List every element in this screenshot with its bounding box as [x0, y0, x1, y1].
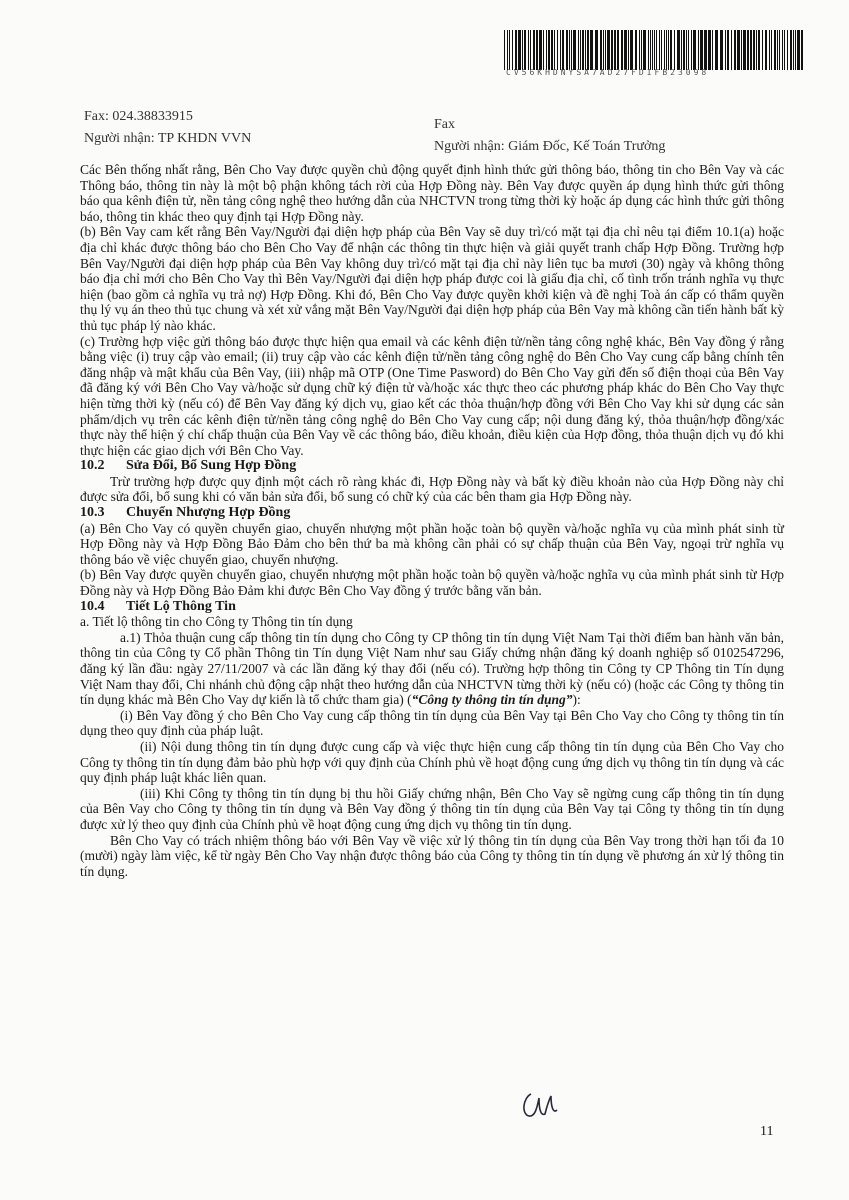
- heading-title: Chuyển Nhượng Hợp Đồng: [126, 505, 291, 521]
- barcode-bar: [784, 30, 785, 70]
- paragraph-b: (b) Bên Vay cam kết rằng Bên Vay/Người đại diện hợp pháp của Bên Vay sẽ duy trì/có mặt tại địa chỉ nêu tại điểm 10.1(a) hoặc địa chỉ khác được thông báo cho Bên Cho Vay để nhận các thông tin thực hiện và giải quyết tranh chấp Hợp Đồng. Trường hợp Bên Vay/Người đại diện hợp pháp của Bên Vay không duy trì/có mặt tại địa chỉ này liên tục ba mươi (30) ngày và không thông báo địa chỉ mới cho Bên Cho Vay thì Bên Vay/Người đại diện hợp pháp được coi là giấu địa chỉ, cố tình trốn tránh nghĩa vụ thực hiện (bao gồm cả nghĩa vụ trả nợ) Hợp Đồng. Khi đó, Bên Cho Vay được quyền khởi kiện và đề nghị Toà án cấp có thẩm quyền thụ lý vụ án theo thủ tục chung và xét xử vắng mặt Bên Vay/Người đại diện hợp pháp của Bên Vay mà không cần tiến hành bất kỳ thủ tục pháp lý nào khác.: [80, 224, 784, 333]
- heading-title: Sửa Đổi, Bổ Sung Hợp Đồng: [126, 458, 297, 474]
- barcode-bar: [693, 30, 696, 70]
- barcode-bar: [750, 30, 752, 70]
- barcode-bar: [533, 30, 535, 70]
- barcode-bar: [528, 30, 529, 70]
- barcode-bar: [656, 30, 657, 70]
- a1-defined-term: “Công ty thông tin tín dụng”: [411, 692, 573, 708]
- barcode-bar: [607, 30, 610, 70]
- barcode-bar: [628, 30, 629, 70]
- paragraph-notice-form: Các Bên thống nhất rằng, Bên Cho Vay được quyền chủ động quyết định hình thức gửi thông báo, thông tin cho Bên Vay và các Thông báo, thông tin này là một bộ phận không tách rời của Hợp Đồng này. Bên Vay được quyền áp dụng hình thức gửi thông báo qua kênh điện tử, nền tảng công nghệ theo hướng dẫn của NHCTVN trong từng thời kỳ hoặc áp dụng các hình thức gửi thông báo, thông tin khác theo quy định tại Hợp Đồng này.: [80, 162, 784, 224]
- barcode-bar: [725, 30, 726, 70]
- barcode-bar: [771, 30, 772, 70]
- barcode-bar: [587, 30, 589, 70]
- barcode-bar: [560, 30, 561, 70]
- barcode-bar: [659, 30, 660, 70]
- barcode-bar: [635, 30, 637, 70]
- barcode-bar: [562, 30, 564, 70]
- barcode-bar: [648, 30, 649, 70]
- heading-number: 10.4: [80, 598, 105, 614]
- barcode-bar: [539, 30, 542, 70]
- barcode-bar: [557, 30, 558, 70]
- barcode-bar: [688, 30, 689, 70]
- barcode-bar: [654, 30, 655, 70]
- barcode-bar: [595, 30, 598, 70]
- barcode-bar: [712, 30, 713, 70]
- barcode-bar: [621, 30, 623, 70]
- barcode-bar: [543, 30, 544, 70]
- barcode-bar: [641, 30, 642, 70]
- barcode-bar: [686, 30, 687, 70]
- barcode-bar: [777, 30, 778, 70]
- barcode-bar: [683, 30, 685, 70]
- barcode-bar: [551, 30, 553, 70]
- barcode-bar: [661, 30, 662, 70]
- barcode-bar: [666, 30, 667, 70]
- barcode-bar: [731, 30, 732, 70]
- barcode-bar: [630, 30, 633, 70]
- signature-initials: [517, 1084, 561, 1124]
- barcode-bar: [720, 30, 723, 70]
- page-number: 11: [760, 1124, 774, 1139]
- heading-number: 10.2: [80, 458, 105, 474]
- barcode-bar: [747, 30, 749, 70]
- barcode-bar: [762, 30, 763, 70]
- barcode-bar: [774, 30, 776, 70]
- barcode-bar: [801, 30, 803, 70]
- barcode-bar: [515, 30, 517, 70]
- barcode-bar: [704, 30, 707, 70]
- barcode-bar: [708, 30, 711, 70]
- barcode-bar: [765, 30, 767, 70]
- barcode-bar: [779, 30, 780, 70]
- barcode-bar: [793, 30, 794, 70]
- barcode-bar: [614, 30, 616, 70]
- barcode-bar: [674, 30, 675, 70]
- barcode-bar: [670, 30, 672, 70]
- fax-number: Fax: 024.38833915: [84, 109, 193, 124]
- barcode-bar: [605, 30, 606, 70]
- barcode-bar: [782, 30, 783, 70]
- barcode-bar: [664, 30, 665, 70]
- barcode: [504, 30, 806, 70]
- barcode-bar: [677, 30, 680, 70]
- barcode-bar: [571, 30, 572, 70]
- barcode-bar: [578, 30, 579, 70]
- barcode-bar: [536, 30, 538, 70]
- barcode-bar: [734, 30, 736, 70]
- paragraph-final: Bên Cho Vay có trách nhiệm thông báo với Bên Vay về việc xử lý thông tin tín dụng của Bên Vay trong thời hạn tối đa 10 (mười) ngày làm việc, kể từ ngày Bên Cho Vay nhận được thông báo của Công ty thông tin tín dụng về phương án xử lý thông tin tín dụng.: [80, 832, 784, 879]
- heading-10-4: [80, 599, 784, 615]
- barcode-bar: [691, 30, 692, 70]
- barcode-bar: [585, 30, 586, 70]
- barcode-bar: [569, 30, 570, 70]
- barcode-bar: [512, 30, 513, 70]
- fax-recipient: Người nhận: TP KHDN VVN: [84, 131, 252, 146]
- barcode-bar: [624, 30, 627, 70]
- barcode-bar: [546, 30, 547, 70]
- barcode-bar: [753, 30, 755, 70]
- barcode-bar: [758, 30, 760, 70]
- heading-10-2: [80, 458, 784, 474]
- barcode-bar: [507, 30, 508, 70]
- heading-number: 10.3: [80, 505, 105, 521]
- paragraph-i: (i) Bên Vay đồng ý cho Bên Cho Vay cung cấp thông tin tín dụng của Bên Vay tại Bên Cho Vay cho Công ty thông tin tín dụng theo quy định của pháp luật.: [80, 707, 784, 739]
- barcode-bar: [580, 30, 581, 70]
- barcode-bar: [530, 30, 531, 70]
- fax-recipient-right: Người nhận: Giám Đốc, Kế Toán Trưởng: [434, 139, 666, 154]
- barcode-bar: [617, 30, 619, 70]
- barcode-bar: [737, 30, 740, 70]
- barcode-bar: [603, 30, 604, 70]
- barcode-bar: [698, 30, 699, 70]
- barcode-bar: [573, 30, 576, 70]
- paragraph-10-3-b: (b) Bên Vay được quyền chuyển giao, chuyển nhượng một phần hoặc toàn bộ quyền và/hoặc nghĩa vụ của mình phát sinh từ Hợp Đồng này và Hợp Đồng Bảo Đảm khi được Bên Cho Vay đồng ý trước bằng văn bản.: [80, 567, 784, 599]
- barcode-bar: [797, 30, 800, 70]
- barcode-bar: [715, 30, 718, 70]
- paragraph-10-4-a: a. Tiết lộ thông tin cho Công ty Thông tin tín dụng: [80, 614, 353, 630]
- barcode-bar: [652, 30, 653, 70]
- paragraph-10-3-a: (a) Bên Cho Vay có quyền chuyển giao, chuyển nhượng một phần hoặc toàn bộ quyền và/hoặc nghĩa vụ của mình phát sinh từ Hợp Đồng này và Hợp Đồng Bảo Đảm cho bên thứ ba mà không cần phải có sự chấp thuận của Bên Vay, ngoại trừ nghĩa vụ thông báo về việc chuyển giao, chuyển nhượng.: [80, 520, 784, 567]
- paragraph-ii: (ii) Nội dung thông tin tín dụng được cung cấp và việc thực hiện cung cấp thông tin tín dụng của Bên Cho Vay cho Công ty thông tin tín dụng đảm bảo phù hợp với quy định của Chính phủ về hoạt động cung ứng dịch vụ thông tin tín dụng và các quy định pháp luật khác liên quan.: [80, 738, 784, 786]
- barcode-bar: [769, 30, 770, 70]
- paragraph-iii: (iii) Khi Công ty thông tin tín dụng bị thu hồi Giấy chứng nhận, Bên Cho Vay sẽ ngừng cung cấp thông tin tín dụng của Bên Vay cho Công ty thông tin tín dụng và Bên Vay đồng ý thông tin tín dụng của Bên Vay tại Công ty thông tin tín dụng được xử lý theo quy định của Chính phủ về hoạt động cung ứng dịch vụ thông tin tín dụng.: [80, 785, 784, 832]
- barcode-code: CV56KHDNYSA7AD27FDIFB23098: [506, 68, 710, 77]
- barcode-bar: [681, 30, 682, 70]
- barcode-bar: [522, 30, 523, 70]
- barcode-bar: [548, 30, 550, 70]
- barcode-bar: [524, 30, 526, 70]
- fax-block-sender: [84, 106, 251, 150]
- barcode-bar: [518, 30, 521, 70]
- a1-text: a.1) Thỏa thuận cung cấp thông tin tín dụng cho Công ty CP thông tin tín dụng Việt Nam Tại thời điểm ban hành văn bản, thông tin của Công ty Cổ phần Thông tin Tín dụng Việt Nam như sau Giấy chứng nhận đăng ký doanh nghiệp số 0102547296, đăng ký lần đầu: ngày 27/11/2007 và các lần đăng ký thay đổi (nếu có). Trường hợp thông tin Công ty CP Thông tin Tín dụng Việt Nam thay đổi, Chi nhánh chủ động cập nhật theo hướng dẫn của NHCTVN từng thời kỳ (nếu có) (hoặc các Công ty thông tin tín dụng khác mà Bên Cho Vay dự kiến là tổ chức tham gia) (: [80, 629, 784, 708]
- heading-10-3: [80, 505, 784, 521]
- paragraph-a1: [80, 630, 784, 708]
- barcode-bar: [582, 30, 584, 70]
- barcode-bar: [554, 30, 555, 70]
- barcode-bar: [756, 30, 757, 70]
- barcode-bar: [727, 30, 729, 70]
- barcode-bar: [509, 30, 510, 70]
- fax-block-receiver: [434, 114, 665, 158]
- document-body: [80, 162, 784, 879]
- barcode-bar: [741, 30, 742, 70]
- barcode-bar: [600, 30, 602, 70]
- barcode-bar: [639, 30, 640, 70]
- barcode-bar: [787, 30, 788, 70]
- a1-end: ):: [572, 692, 581, 708]
- barcode-bar: [795, 30, 796, 70]
- barcode-bar: [650, 30, 651, 70]
- barcode-bar: [504, 30, 505, 70]
- heading-title: Tiết Lộ Thông Tin: [126, 598, 236, 614]
- barcode-bar: [668, 30, 669, 70]
- barcode-bar: [611, 30, 613, 70]
- barcode-bar: [743, 30, 746, 70]
- paragraph-10-2: Trừ trường hợp được quy định một cách rõ ràng khác đi, Hợp Đồng này và bất kỳ điều khoản nào của Hợp Đồng này chỉ được sửa đổi, bổ sung khi có văn bản sửa đổi, bổ sung có chữ ký của các bên tham gia Hợp Đồng này.: [80, 473, 784, 505]
- paragraph-c: (c) Trường hợp việc gửi thông báo được thực hiện qua email và các kênh điện tử/nền tảng công nghệ khác, Bên Vay đồng ý rằng bằng việc (i) truy cập vào email; (ii) truy cập vào các kênh điện tử/nền tảng công nghệ do Bên Cho Vay cung cấp bằng chính tên đăng nhập và mật khẩu của Bên Vay, (iii) nhập mã OTP (One Time Pasword) do Bên Cho Vay gửi đến số điện thoại của Bên Vay đã đăng ký với Bên Cho Vay và/hoặc sử dụng chữ ký điện tử và/hoặc xác thực theo các phương pháp khác do Bên Cho Vay thực hiện từng thời kỳ (nếu có) để Bên Vay đăng ký dịch vụ, giao kết các thỏa thuận/hợp đồng với Bên Cho Vay khi sử dụng các sản phẩm/dịch vụ trên các kênh điện tử/nền tảng công nghệ do Bên Cho Vay cung cấp; nội dung đăng ký, thỏa thuận/hợp đồng/xác thực này thể hiện ý chí chấp thuận của Bên Vay về các thông báo, điều khoản, điều kiện của Hợp đồng, thỏa thuận dịch vụ đó khi thực hiện các giao dịch với Bên Cho Vay.: [80, 333, 784, 458]
- barcode-bar: [790, 30, 792, 70]
- fax-label: Fax: [434, 117, 455, 132]
- barcode-bar: [700, 30, 703, 70]
- barcode-bar: [643, 30, 646, 70]
- barcode-bar: [590, 30, 593, 70]
- barcode-bar: [566, 30, 568, 70]
